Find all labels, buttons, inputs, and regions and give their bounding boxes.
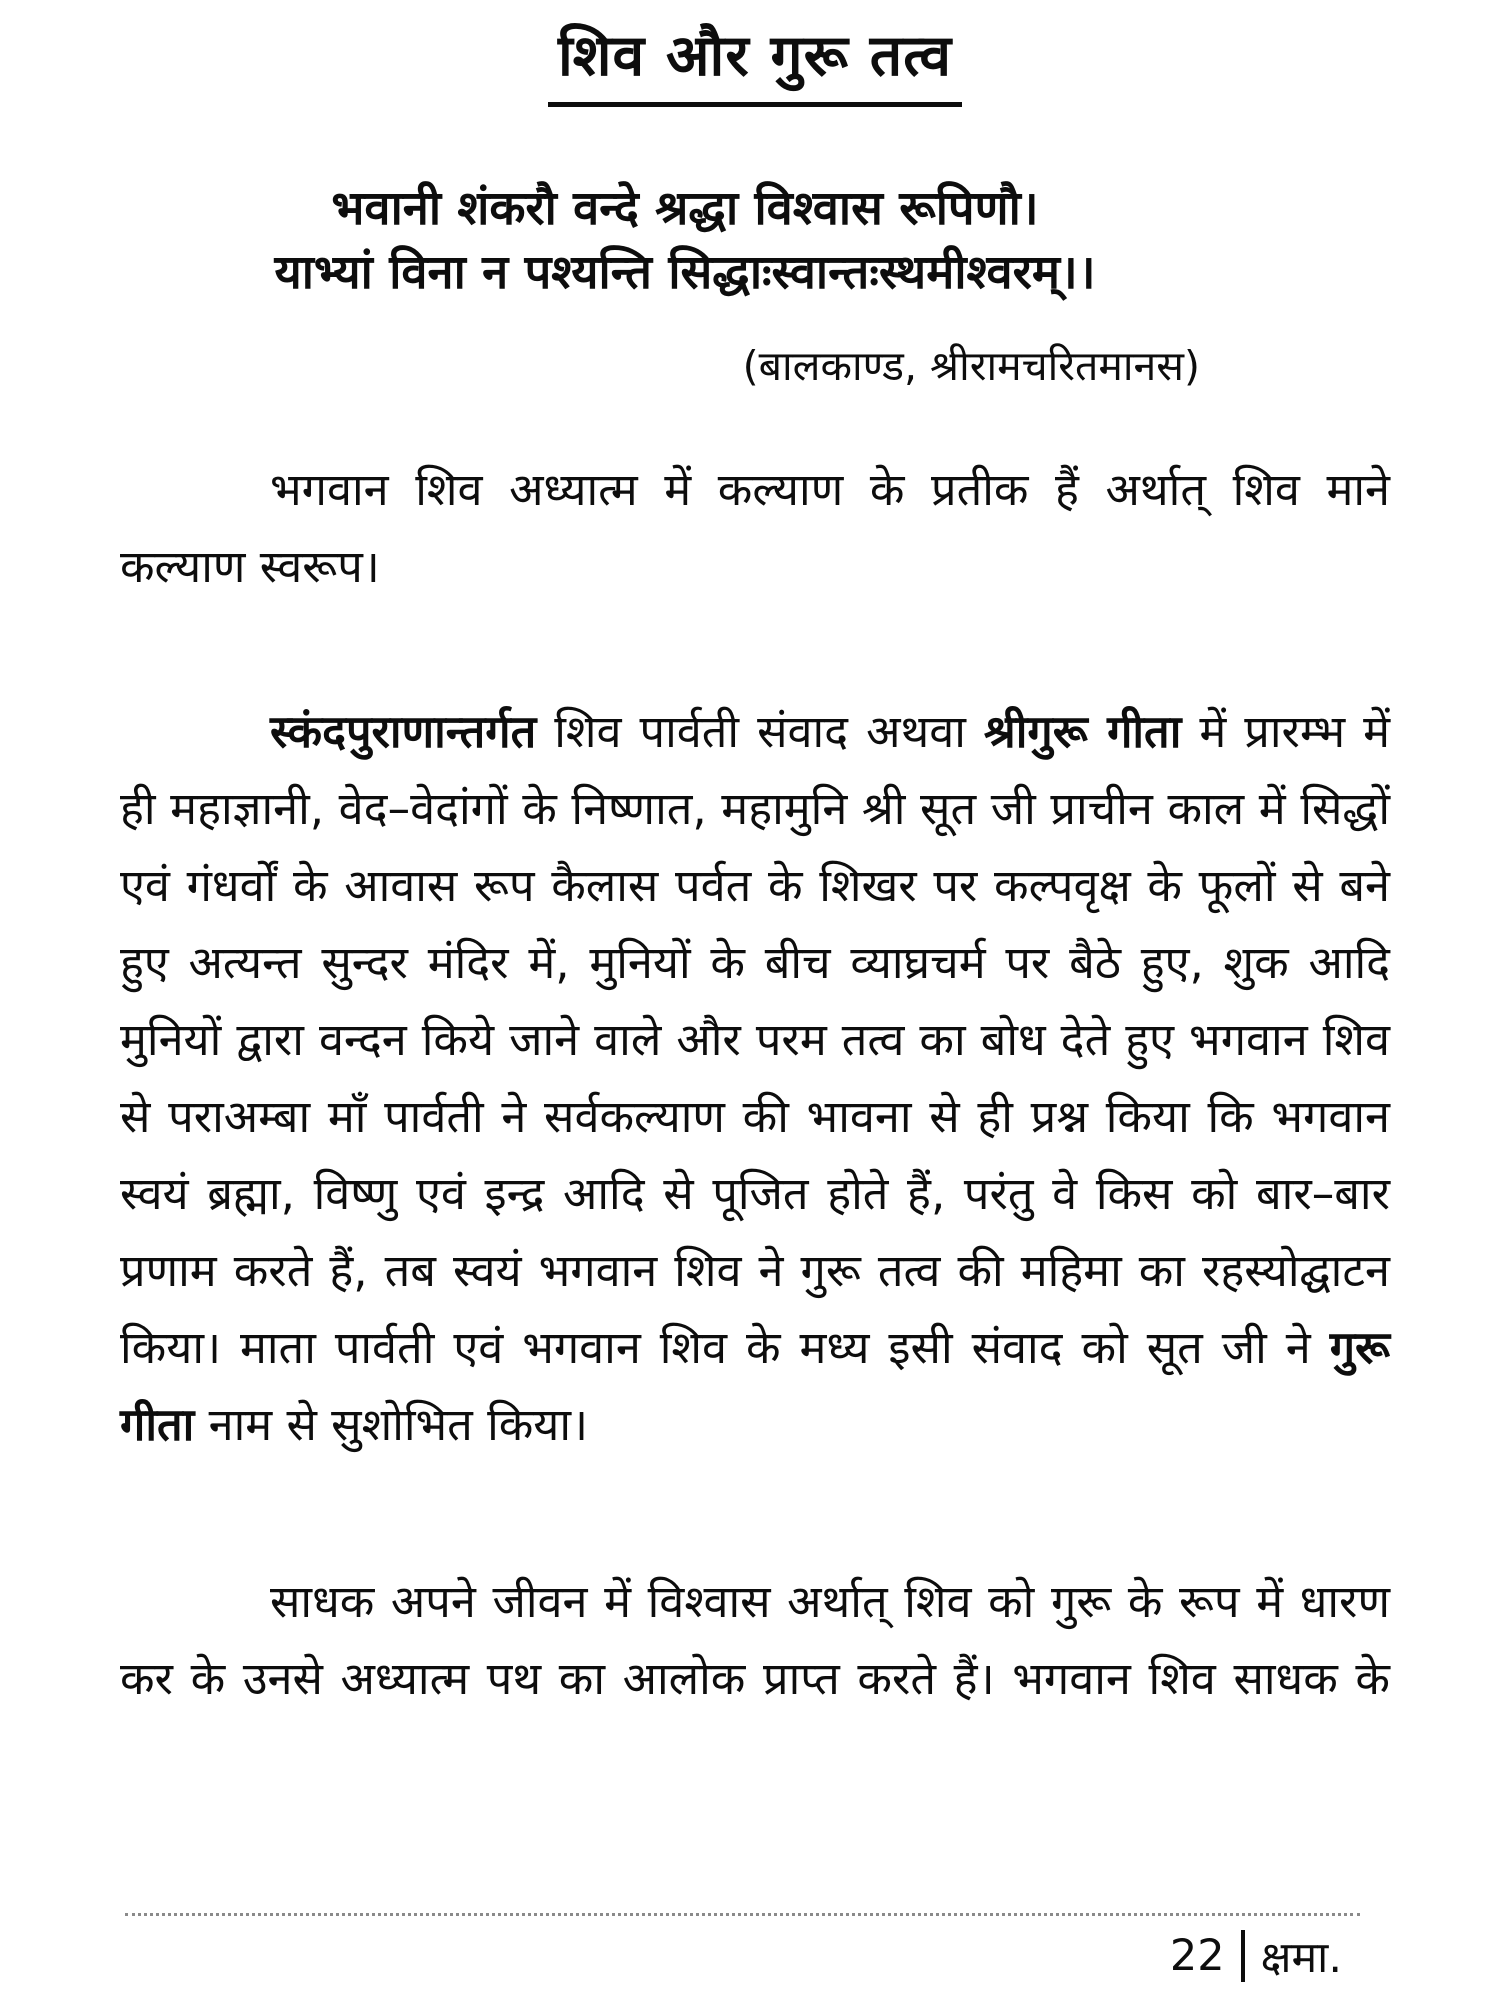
verse-attribution: (बालकाण्ड, श्रीरामचरितमानस) xyxy=(742,342,1200,390)
paragraph-closing: साधक अपने जीवन में विश्वास अर्थात् शिव को गुरू के रूप में धारण कर के उनसे अध्यात्म पथ का आलोक प्राप्त करते हैं। भगवान शिव साधक के xyxy=(120,1575,1390,1705)
page-title: शिव और गुरू तत्व xyxy=(548,14,962,107)
footer-divider-bar xyxy=(1241,1930,1245,1982)
verse-line-2: याभ्यां विना न पश्यन्ति सिद्धाःस्वान्तःस्थमीश्वरम्।। xyxy=(274,245,1096,300)
paragraph-intro: भगवान शिव अध्यात्म में कल्याण के प्रतीक हैं अर्थात् शिव माने कल्याण स्वरूप। xyxy=(120,463,1390,593)
title-wrap xyxy=(120,14,1390,107)
page-footer xyxy=(1170,1926,1342,1985)
paragraph-main: स्कंदपुराणान्तर्गत शिव पार्वती संवाद अथवा श्रीगुरू गीता में प्रारम्भ में ही महाज्ञानी, वेद–वेदांगों के निष्णात, महामुनि श्री सूत जी प्राचीन काल में सिद्धों एवं गंधर्वों के आवास रूप कैलास पर्वत के शिखर पर कल्पवृक्ष के फूलों से बने हुए अत्यन्त सुन्दर मंदिर में, मुनियों के बीच व्याघ्रचर्म पर बैठे हुए, शुक आदि मुनियों द्वारा वन्दन किये जाने वाले और परम तत्व का बोध देते हुए भगवान शिव से पराअम्बा माँ पार्वती ने सर्वकल्याण की भावना से ही प्रश्न किया कि भगवान स्वयं ब्रह्मा, विष्णु एवं इन्द्र आदि से पूजित होते हैं, परंतु वे किस को बार–बार प्रणाम करते हैं, तब स्वयं भगवान शिव ने गुरू तत्व की महिमा का रहस्योद्घाटन किया। माता पार्वती एवं भगवान शिव के मध्य इसी संवाद को सूत जी ने गुरू गीता नाम से सुशोभित किया। xyxy=(120,705,1390,1451)
verse-line-1: भवानी शंकरौ वन्दे श्रद्धा विश्वास रूपिणौ। xyxy=(331,181,1039,236)
page-number: 22 xyxy=(1169,1930,1225,1981)
footer-dotted-rule xyxy=(125,1913,1360,1916)
sanskrit-verse xyxy=(120,177,1250,305)
page-content xyxy=(120,0,1390,1717)
footer-label: क्षमा. xyxy=(1260,1933,1342,1983)
